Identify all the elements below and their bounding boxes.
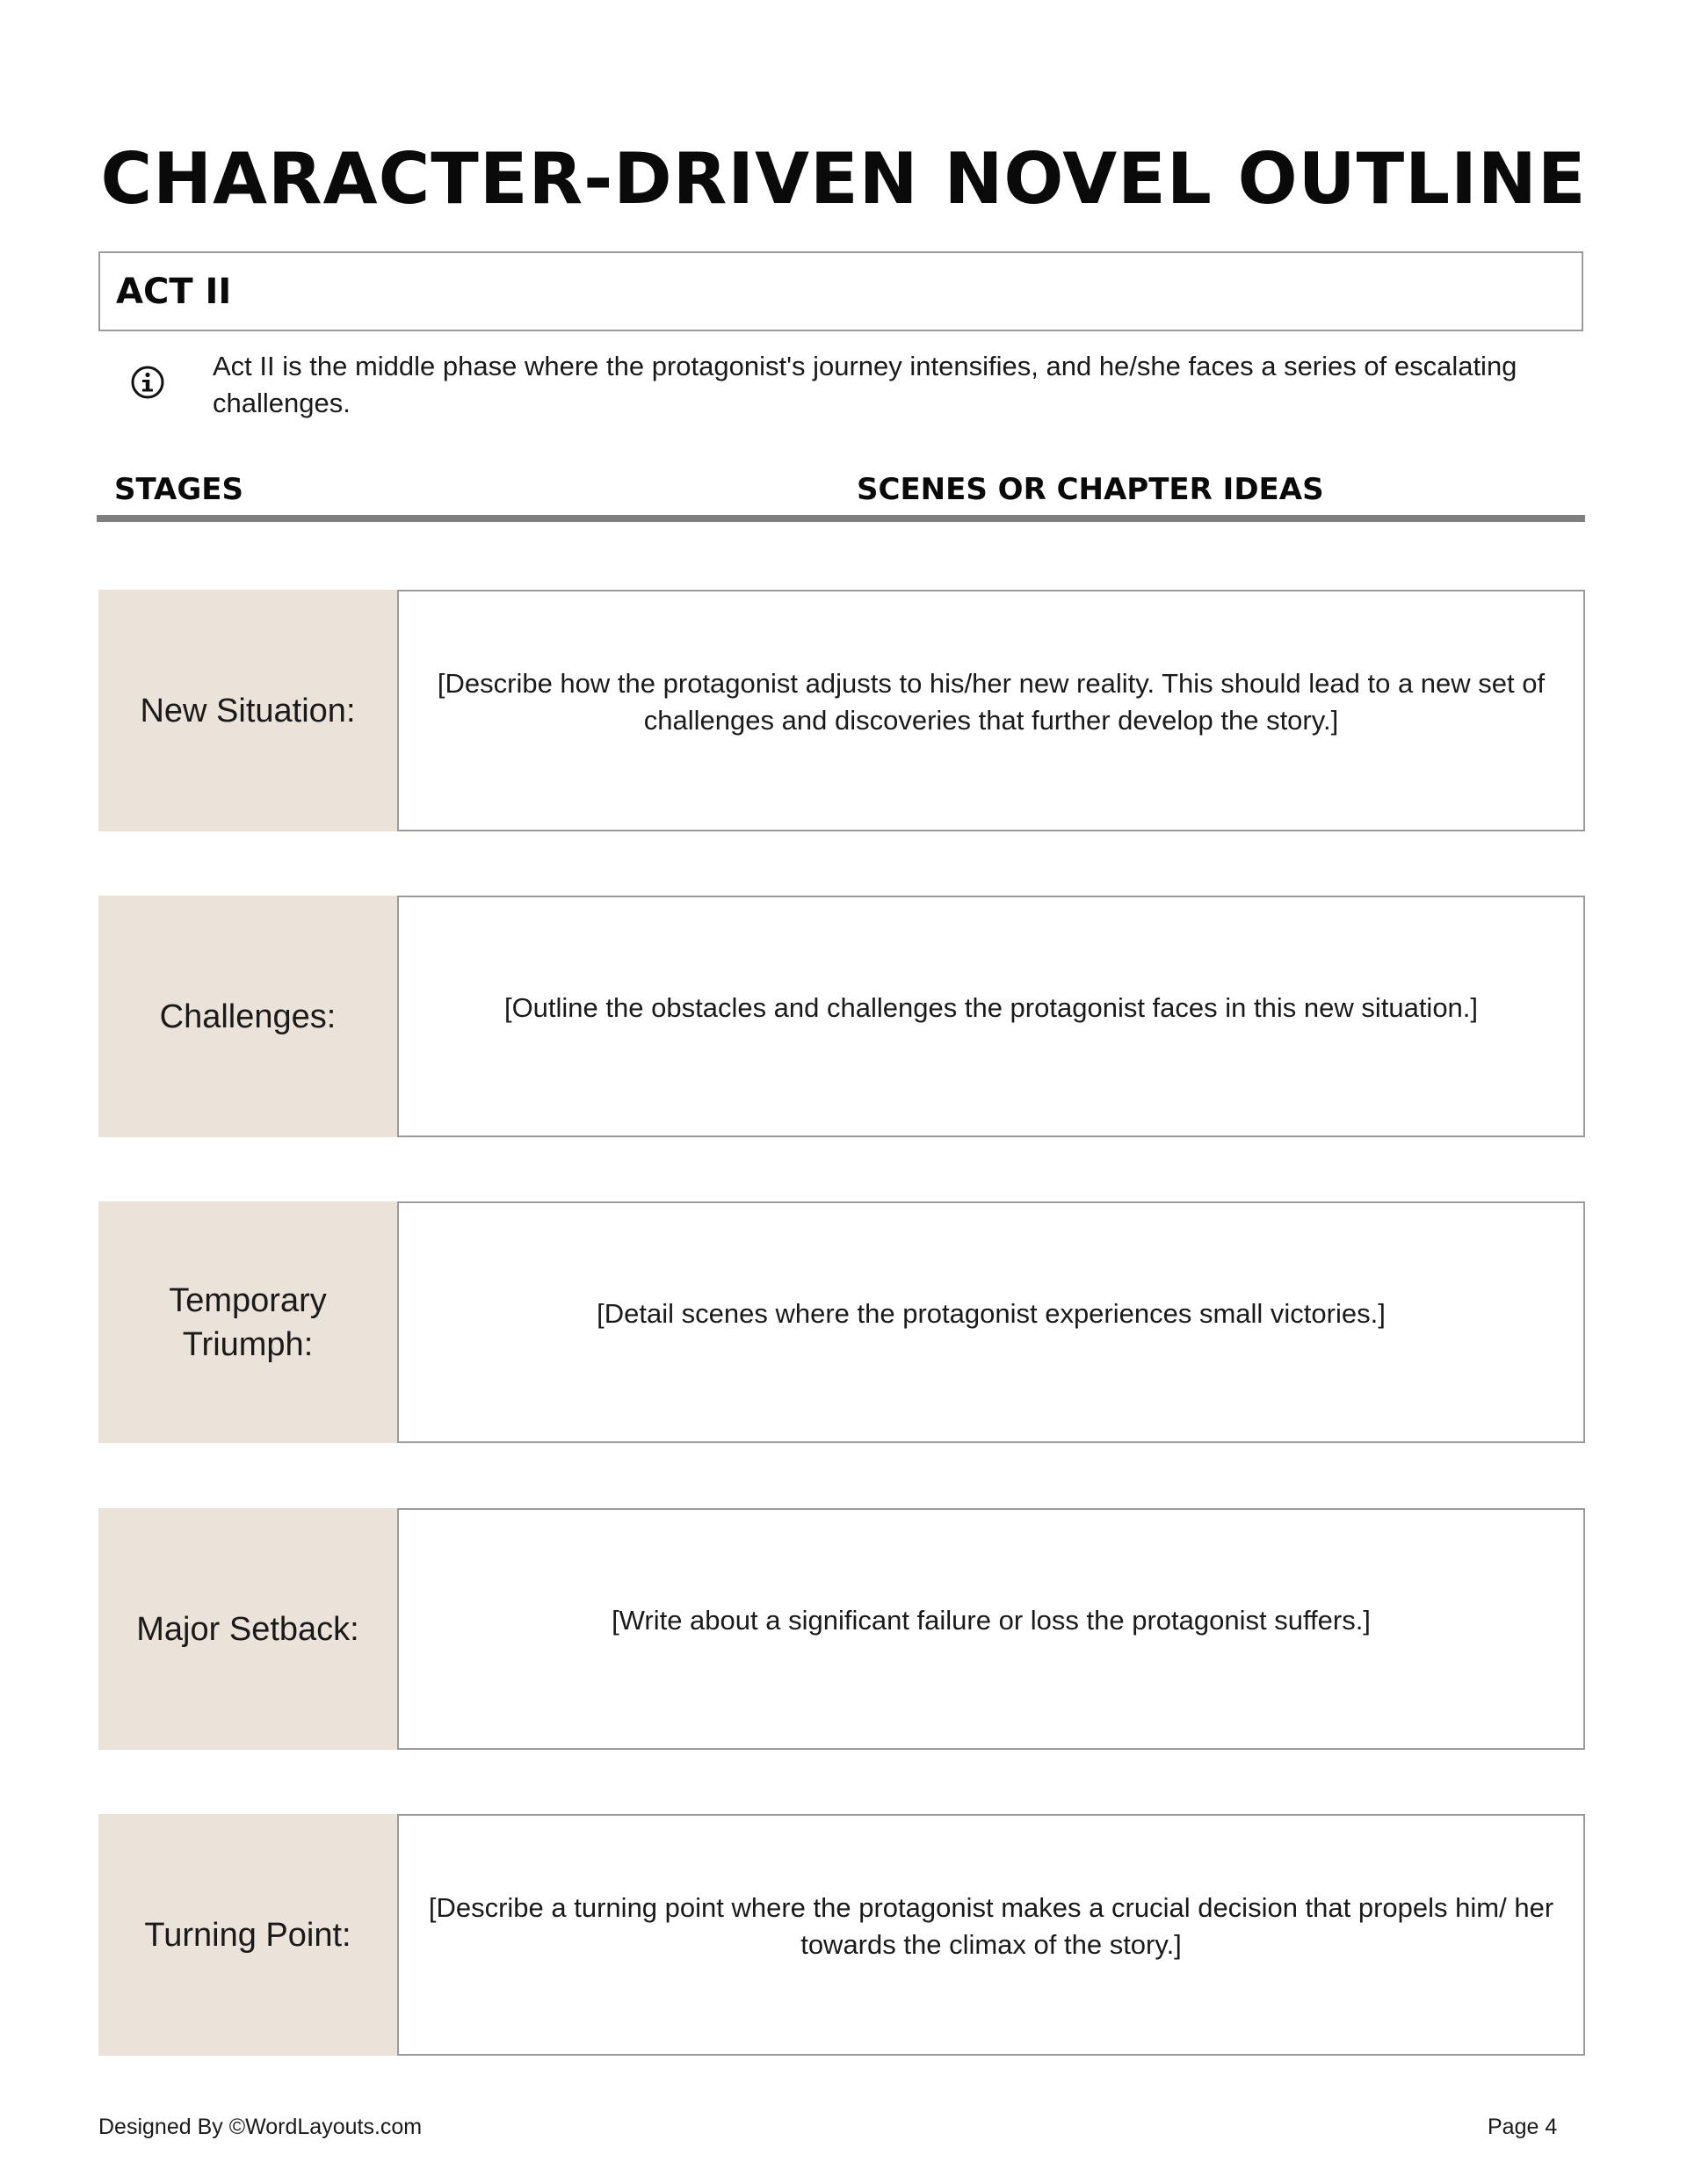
stage-description-field[interactable]: [Outline the obstacles and challenges the protagonist faces in this new situation.] <box>397 896 1585 1137</box>
info-circle-icon <box>130 365 165 400</box>
stage-row-major-setback <box>98 1508 1585 1750</box>
header-divider <box>97 515 1585 522</box>
stage-row-turning-point <box>98 1814 1585 2056</box>
stage-label: New Situation: <box>98 590 397 831</box>
stages-column-header: STAGES <box>114 472 243 507</box>
stage-label: Challenges: <box>98 896 397 1137</box>
stage-label: Temporary Triumph: <box>98 1201 397 1443</box>
stage-label: Major Setback: <box>98 1508 397 1750</box>
footer-credit: Designed By ©WordLayouts.com <box>98 2115 423 2139</box>
page-number: Page 4 <box>1488 2115 1558 2139</box>
stage-description-field[interactable]: [Describe how the protagonist adjusts to his/her new reality. This should lead to a new set of challenges and discoveries that further develop the story.] <box>397 590 1585 831</box>
stage-label: Turning Point: <box>98 1814 397 2056</box>
act-heading-box <box>98 251 1583 331</box>
scenes-column-header: SCENES OR CHAPTER IDEAS <box>857 472 1324 507</box>
page-title: CHARACTER-DRIVEN NOVEL OUTLINE <box>100 137 1587 220</box>
stage-description-field[interactable]: [Write about a significant failure or loss the protagonist suffers.] <box>397 1508 1585 1750</box>
stage-description-field[interactable]: [Detail scenes where the protagonist experiences small victories.] <box>397 1201 1585 1443</box>
act-heading: ACT II <box>116 272 232 312</box>
stage-description-field[interactable]: [Describe a turning point where the protagonist makes a crucial decision that propels him/ her towards the climax of the story.] <box>397 1814 1585 2056</box>
stage-row-new-situation <box>98 590 1585 831</box>
act-description: Act II is the middle phase where the protagonist's journey intensifies, and he/she faces a series of escalating challenges. <box>213 351 1517 418</box>
stage-row-temporary-triumph <box>98 1201 1585 1443</box>
stage-row-challenges <box>98 896 1585 1137</box>
